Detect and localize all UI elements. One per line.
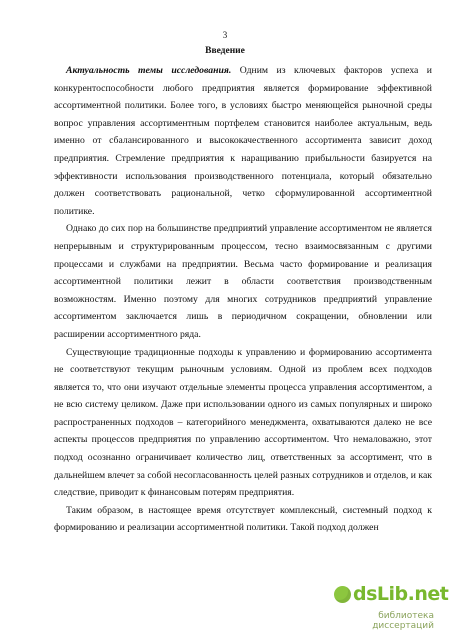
paragraph-4: Таким образом, в настоящее время отсутствует комплексный, системный подход к формированию и реализации ассортиментной политики. Такой подход должен bbox=[54, 504, 432, 534]
logo-circle-icon bbox=[334, 586, 351, 603]
logo-tagline: библиотека диссертаций bbox=[372, 611, 434, 631]
paragraph-3: Существующие традиционные подходы к управлению и формированию ассортимента не соответствуют текущим рыночным условиям. Одной из проблем всех подходов является то, что они изучают отдельные элементы процесса управления ассортиментом, а не всю систему целиком. Даже при использовании одного из самых популярных и широко распространенных подходов – категорийного менеджмента, охватываются далеко не все аспекты процессов предприятия по управлению ассортиментом. Что немаловажно, этот подход осознанно ограничивает количество лиц, ответственных за ассортимент, что в дальнейшем влечет за собой несогласованность целей разных сотрудников и отделов, и как следствие, приводит к финансовым потерям предприятия. bbox=[54, 346, 432, 499]
document-body bbox=[54, 62, 432, 536]
paragraph-1-text: Одним из ключевых факторов успеха и конкурентоспособности любого предприятия является формирование эффективной ассортиментной политики. Более того, в условиях быстро меняющейся рыночной среды вопрос управления ассортиментным портфелем становится наиболее актуальным, ведь именно от сбалансированного и высококачественного ассортимента зависит доход предприятия. Стремление предприятия к наращиванию прибыльности базируется на эффективности использования производственного потенциала, который обязательно должен соответствовать рациональной, четко сформулированной ассортиментной политике. bbox=[54, 65, 432, 217]
section-heading: Введение bbox=[205, 46, 245, 56]
page-number: 3 bbox=[222, 30, 228, 40]
logo-text: dsLib.net bbox=[353, 583, 449, 605]
paragraph-lead: Актуальность темы исследования. bbox=[66, 65, 232, 76]
dslib-logo bbox=[334, 583, 448, 611]
dslib-watermark bbox=[322, 583, 449, 631]
paragraph-1 bbox=[54, 62, 432, 220]
paragraph-2: Однако до сих пор на большинстве предприятий управление ассортиментом не является непрерывным и структурированным процессом, тесно взаимосвязанным с другими процессами и службами на предприятии. Весьма часто формирование и реализация ассортиментной политики лежит в области соответствия производственным возможностям. Именно поэтому для многих сотрудников предприятий управление ассортиментом заключается лишь в периодичном сокращении, обновлении или расширении ассортиментного ряда. bbox=[54, 223, 432, 340]
